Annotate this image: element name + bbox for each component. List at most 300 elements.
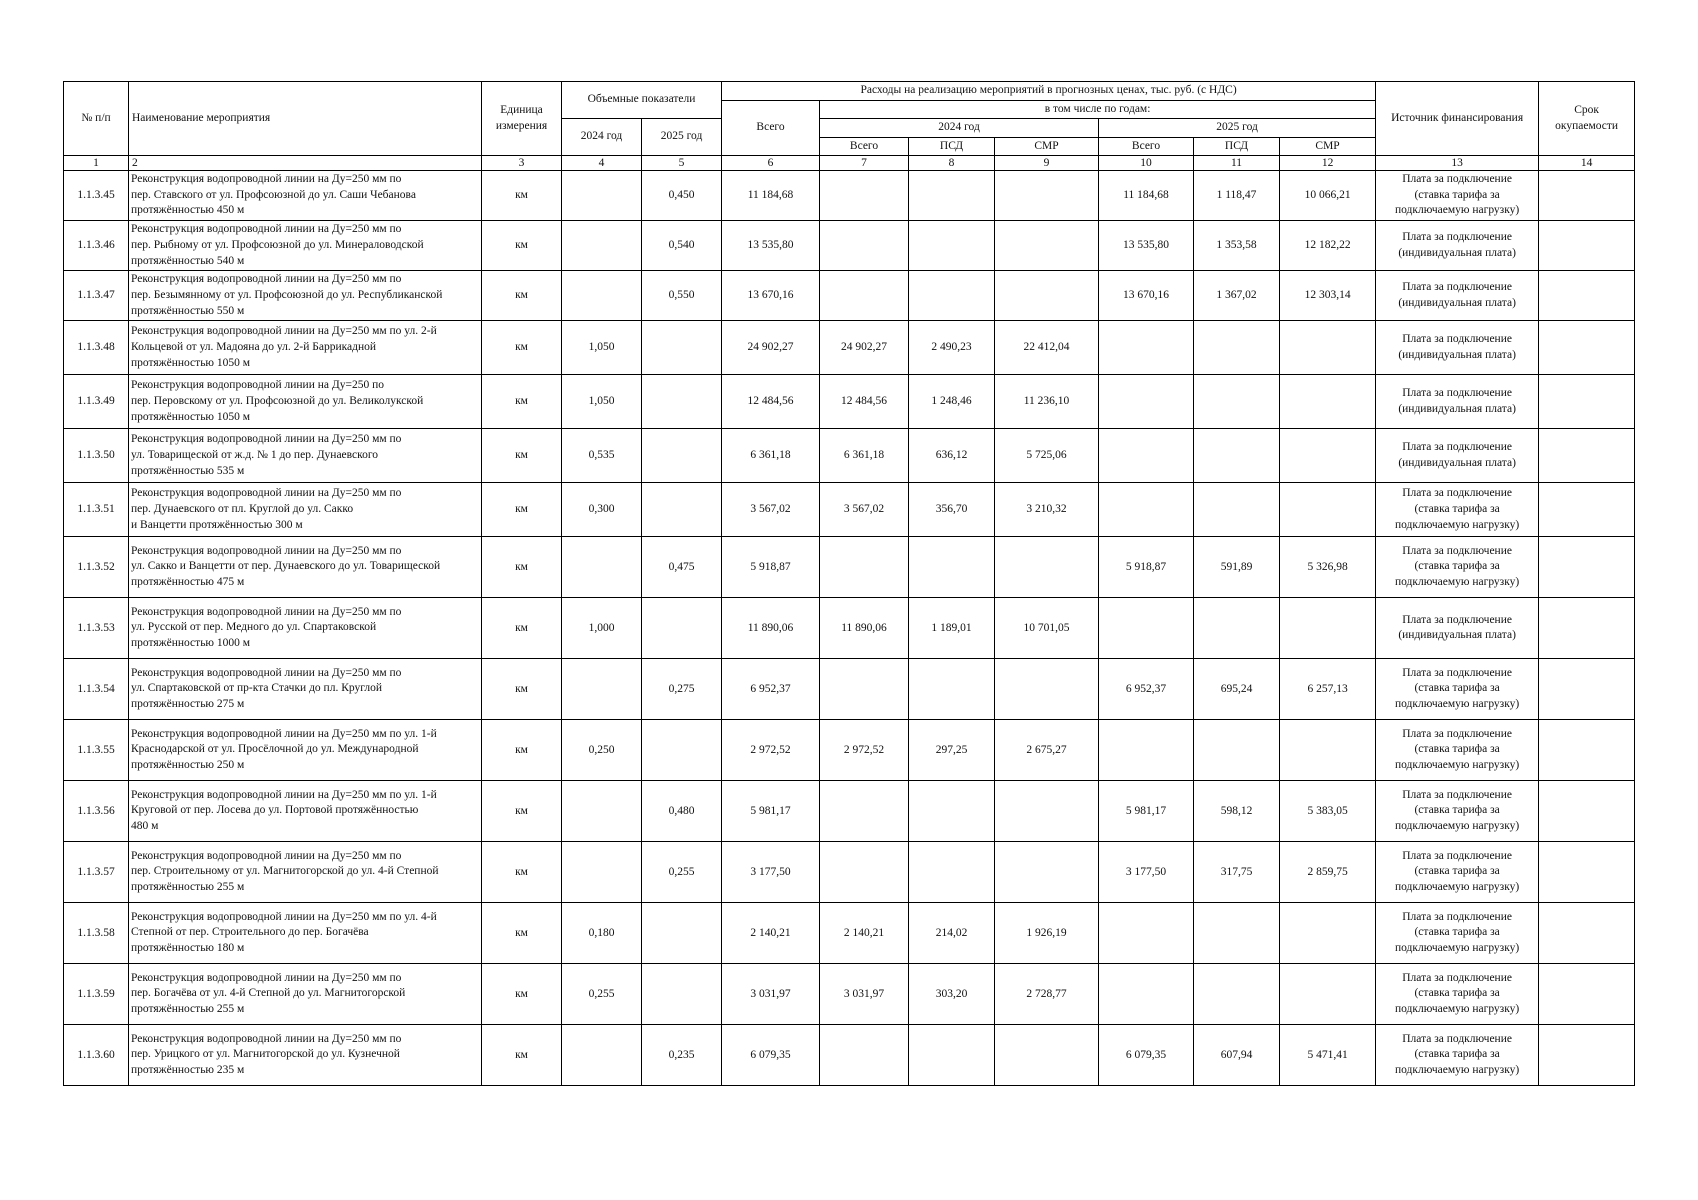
funding-source-cell <box>1376 321 1539 375</box>
measure-name-cell <box>129 321 482 375</box>
cost-2025-psd-cell <box>1194 903 1280 964</box>
table-row <box>64 271 1635 321</box>
funding-source-line: подключаемую нагрузку) <box>1394 204 1520 217</box>
unit-cell: км <box>482 429 562 483</box>
cost-2024-smr-cell: 10 701,05 <box>995 598 1099 659</box>
total-cost-cell: 11 890,06 <box>722 598 820 659</box>
measure-name-line: протяжённостью 255 м <box>131 881 245 894</box>
measure-name-line: Реконструкция водопроводной линии на Ду=250 по <box>131 379 384 392</box>
cost-2025-psd-cell: 607,94 <box>1194 1025 1280 1086</box>
table-row <box>64 598 1635 659</box>
table-row <box>64 720 1635 781</box>
total-cost-cell: 2 972,52 <box>722 720 820 781</box>
header-2024-smr: СМР <box>995 137 1099 156</box>
unit-cell: км <box>482 221 562 271</box>
payback-cell <box>1539 429 1635 483</box>
cost-2024-smr-cell <box>995 171 1099 221</box>
cost-2025-smr-cell: 5 471,41 <box>1280 1025 1376 1086</box>
cost-2025-psd-cell <box>1194 321 1280 375</box>
volume-2025-cell <box>642 321 722 375</box>
funding-source-line: Плата за подключение <box>1402 666 1512 679</box>
header-2025-psd: ПСД <box>1194 137 1280 156</box>
funding-source-line: подключаемую нагрузку) <box>1394 518 1520 531</box>
cost-2025-psd-cell: 1 353,58 <box>1194 221 1280 271</box>
row-number-cell: 1.1.3.52 <box>64 537 129 598</box>
measure-name-line: протяжённостью 1050 м <box>131 410 251 423</box>
cost-2024-total-cell: 3 567,02 <box>820 483 909 537</box>
volume-2025-cell <box>642 375 722 429</box>
funding-source-cell <box>1376 1025 1539 1086</box>
payback-cell <box>1539 537 1635 598</box>
header-source: Источник финансирования <box>1376 82 1539 156</box>
cost-2025-smr-cell <box>1280 483 1376 537</box>
table-row <box>64 659 1635 720</box>
measure-name-line: Реконструкция водопроводной линии на Ду=250 мм по <box>131 487 402 500</box>
cost-2024-smr-cell: 3 210,32 <box>995 483 1099 537</box>
total-cost-cell: 3 177,50 <box>722 842 820 903</box>
payback-cell <box>1539 842 1635 903</box>
unit-cell: км <box>482 903 562 964</box>
cost-2024-psd-cell <box>909 537 995 598</box>
cost-2025-total-cell <box>1099 321 1194 375</box>
measure-name-line: пер. Дунаевского от пл. Круглой до ул. Сакко <box>131 502 354 515</box>
measure-name-line: пер. Ставского от ул. Профсоюзной до ул. Саши Чебанова <box>131 188 416 201</box>
funding-source-line: (индивидуальная плата) <box>1398 246 1516 259</box>
cost-2024-psd-cell <box>909 271 995 321</box>
cost-2025-smr-cell: 12 303,14 <box>1280 271 1376 321</box>
payback-cell <box>1539 171 1635 221</box>
volume-2024-cell <box>562 659 642 720</box>
row-number-cell: 1.1.3.54 <box>64 659 129 720</box>
measure-name-cell <box>129 537 482 598</box>
measure-name-line: протяжённостью 1050 м <box>131 356 251 369</box>
funding-source-line: подключаемую нагрузку) <box>1394 698 1520 711</box>
funding-source-line: (индивидуальная плата) <box>1398 629 1516 642</box>
volume-2024-cell: 0,535 <box>562 429 642 483</box>
cost-2024-smr-cell: 2 728,77 <box>995 964 1099 1025</box>
table-row <box>64 483 1635 537</box>
cost-2024-total-cell <box>820 271 909 321</box>
measure-name-line: Реконструкция водопроводной линии на Ду=250 мм по <box>131 433 402 446</box>
funding-source-line: подключаемую нагрузку) <box>1394 1064 1520 1077</box>
row-number-cell: 1.1.3.45 <box>64 171 129 221</box>
unit-cell: км <box>482 842 562 903</box>
funding-source-line: Плата за подключение <box>1402 1032 1512 1045</box>
header-name: Наименование мероприятия <box>129 82 482 156</box>
cost-2024-total-cell <box>820 221 909 271</box>
table-row <box>64 537 1635 598</box>
payback-cell <box>1539 1025 1635 1086</box>
funding-source-line: (ставка тарифа за <box>1414 804 1500 817</box>
total-cost-cell: 3 567,02 <box>722 483 820 537</box>
cost-2025-smr-cell: 5 383,05 <box>1280 781 1376 842</box>
cost-2024-total-cell <box>820 537 909 598</box>
header-expenses: Расходы на реализацию мероприятий в прогнозных ценах, тыс. руб. (с НДС) <box>722 82 1376 101</box>
total-cost-cell: 2 140,21 <box>722 903 820 964</box>
volume-2024-cell <box>562 221 642 271</box>
investment-program-table <box>63 81 1635 1086</box>
total-cost-cell: 3 031,97 <box>722 964 820 1025</box>
measure-name-line: Реконструкция водопроводной линии на Ду=250 мм по <box>131 605 402 618</box>
header-volume-2024: 2024 год <box>562 119 642 156</box>
cost-2024-psd-cell <box>909 781 995 842</box>
unit-cell: км <box>482 483 562 537</box>
column-number: 3 <box>482 156 562 171</box>
funding-source-line: (ставка тарифа за <box>1414 1048 1500 1061</box>
volume-2025-cell: 0,275 <box>642 659 722 720</box>
funding-source-cell <box>1376 171 1539 221</box>
column-number: 13 <box>1376 156 1539 171</box>
unit-cell: км <box>482 781 562 842</box>
total-cost-cell: 13 535,80 <box>722 221 820 271</box>
measure-name-line: Реконструкция водопроводной линии на Ду=250 мм по <box>131 223 402 236</box>
measure-name-line: Реконструкция водопроводной линии на Ду=250 мм по <box>131 666 402 679</box>
payback-cell <box>1539 964 1635 1025</box>
unit-cell: км <box>482 171 562 221</box>
measure-name-line: Реконструкция водопроводной линии на Ду=250 мм по ул. 4-й <box>131 910 437 923</box>
table-row <box>64 903 1635 964</box>
volume-2025-cell <box>642 720 722 781</box>
cost-2024-total-cell: 3 031,97 <box>820 964 909 1025</box>
row-number-cell: 1.1.3.56 <box>64 781 129 842</box>
funding-source-cell <box>1376 720 1539 781</box>
cost-2024-smr-cell <box>995 1025 1099 1086</box>
measure-name-cell <box>129 842 482 903</box>
row-number-cell: 1.1.3.48 <box>64 321 129 375</box>
measure-name-cell <box>129 375 482 429</box>
cost-2024-total-cell: 24 902,27 <box>820 321 909 375</box>
payback-cell <box>1539 321 1635 375</box>
funding-source-line: (ставка тарифа за <box>1414 743 1500 756</box>
cost-2024-total-cell: 2 972,52 <box>820 720 909 781</box>
cost-2024-psd-cell: 303,20 <box>909 964 995 1025</box>
funding-source-line: (ставка тарифа за <box>1414 560 1500 573</box>
measure-name-cell <box>129 598 482 659</box>
funding-source-cell <box>1376 537 1539 598</box>
volume-2025-cell: 0,540 <box>642 221 722 271</box>
unit-cell: км <box>482 375 562 429</box>
cost-2025-smr-cell: 12 182,22 <box>1280 221 1376 271</box>
table-row <box>64 321 1635 375</box>
table-row <box>64 842 1635 903</box>
funding-source-line: (ставка тарифа за <box>1414 865 1500 878</box>
cost-2025-total-cell <box>1099 598 1194 659</box>
cost-2025-total-cell <box>1099 720 1194 781</box>
payback-cell <box>1539 903 1635 964</box>
funding-source-line: Плата за подключение <box>1402 971 1512 984</box>
row-number-cell: 1.1.3.51 <box>64 483 129 537</box>
payback-cell <box>1539 221 1635 271</box>
measure-name-cell <box>129 483 482 537</box>
volume-2025-cell: 0,235 <box>642 1025 722 1086</box>
cost-2024-psd-cell: 2 490,23 <box>909 321 995 375</box>
measure-name-cell <box>129 1025 482 1086</box>
funding-source-line: подключаемую нагрузку) <box>1394 881 1520 894</box>
funding-source-line: подключаемую нагрузку) <box>1394 759 1520 772</box>
measure-name-line: и Ванцетти протяжённостью 300 м <box>131 518 303 531</box>
volume-2025-cell <box>642 964 722 1025</box>
cost-2025-smr-cell <box>1280 903 1376 964</box>
funding-source-cell <box>1376 903 1539 964</box>
cost-2025-total-cell: 13 535,80 <box>1099 221 1194 271</box>
cost-2024-total-cell <box>820 781 909 842</box>
unit-cell: км <box>482 1025 562 1086</box>
measure-name-line: протяжённостью 255 м <box>131 1003 245 1016</box>
measure-name-line: Реконструкция водопроводной линии на Ду=250 мм по <box>131 273 402 286</box>
cost-2025-total-cell: 6 952,37 <box>1099 659 1194 720</box>
header-2025-smr: СМР <box>1280 137 1376 156</box>
measure-name-line: протяжённостью 250 м <box>131 759 245 772</box>
cost-2024-total-cell: 11 890,06 <box>820 598 909 659</box>
volume-2025-cell <box>642 903 722 964</box>
funding-source-line: подключаемую нагрузку) <box>1394 576 1520 589</box>
measure-name-line: Реконструкция водопроводной линии на Ду=250 мм по <box>131 971 402 984</box>
cost-2025-total-cell: 6 079,35 <box>1099 1025 1194 1086</box>
measure-name-line: Реконструкция водопроводной линии на Ду=250 мм по ул. 2-й <box>131 325 437 338</box>
column-number: 7 <box>820 156 909 171</box>
volume-2025-cell <box>642 598 722 659</box>
funding-source-line: Плата за подключение <box>1402 788 1512 801</box>
measure-name-cell <box>129 903 482 964</box>
cost-2025-total-cell: 13 670,16 <box>1099 271 1194 321</box>
cost-2025-psd-cell: 695,24 <box>1194 659 1280 720</box>
cost-2025-psd-cell <box>1194 429 1280 483</box>
volume-2025-cell: 0,480 <box>642 781 722 842</box>
measure-name-line: протяжённостью 550 м <box>131 304 245 317</box>
cost-2025-psd-cell <box>1194 964 1280 1025</box>
measure-name-line: пер. Рыбному от ул. Профсоюзной до ул. Минераловодской <box>131 238 424 251</box>
measure-name-line: протяжённостью 540 м <box>131 254 245 267</box>
payback-cell <box>1539 375 1635 429</box>
funding-source-line: (индивидуальная плата) <box>1398 296 1516 309</box>
measure-name-line: ул. Товарищеской от ж.д. № 1 до пер. Дунаевского <box>131 448 379 461</box>
unit-cell: км <box>482 321 562 375</box>
volume-2025-cell: 0,255 <box>642 842 722 903</box>
row-number-cell: 1.1.3.57 <box>64 842 129 903</box>
measure-name-line: 480 м <box>131 820 159 833</box>
row-number-cell: 1.1.3.50 <box>64 429 129 483</box>
measure-name-cell <box>129 171 482 221</box>
cost-2025-total-cell <box>1099 483 1194 537</box>
measure-name-line: протяжённостью 475 м <box>131 576 245 589</box>
volume-2024-cell: 0,250 <box>562 720 642 781</box>
measure-name-cell <box>129 221 482 271</box>
header-year-2025: 2025 год <box>1099 119 1376 138</box>
cost-2025-smr-cell: 6 257,13 <box>1280 659 1376 720</box>
cost-2024-smr-cell: 11 236,10 <box>995 375 1099 429</box>
funding-source-cell <box>1376 964 1539 1025</box>
column-number: 6 <box>722 156 820 171</box>
table-row <box>64 964 1635 1025</box>
volume-2024-cell <box>562 781 642 842</box>
cost-2024-total-cell <box>820 171 909 221</box>
funding-source-line: Плата за подключение <box>1402 173 1512 185</box>
cost-2025-total-cell <box>1099 903 1194 964</box>
cost-2025-smr-cell: 10 066,21 <box>1280 171 1376 221</box>
measure-name-line: Круговой от пер. Лосева до ул. Портовой протяжённостью <box>131 804 419 817</box>
cost-2024-total-cell <box>820 659 909 720</box>
cost-2025-total-cell: 5 918,87 <box>1099 537 1194 598</box>
cost-2025-psd-cell <box>1194 375 1280 429</box>
funding-source-line: (ставка тарифа за <box>1414 987 1500 1000</box>
volume-2025-cell <box>642 429 722 483</box>
measure-name-line: ул. Русской от пер. Медного до ул. Спартаковской <box>131 621 377 634</box>
measure-name-line: Реконструкция водопроводной линии на Ду=250 мм по <box>131 544 402 557</box>
cost-2025-total-cell <box>1099 964 1194 1025</box>
measure-name-line: Краснодарской от ул. Просёлочной до ул. Международной <box>131 743 419 756</box>
measure-name-line: Реконструкция водопроводной линии на Ду=250 мм по <box>131 173 402 185</box>
row-number-cell: 1.1.3.53 <box>64 598 129 659</box>
cost-2024-psd-cell <box>909 659 995 720</box>
funding-source-cell <box>1376 429 1539 483</box>
total-cost-cell: 24 902,27 <box>722 321 820 375</box>
header-unit: Единица измерения <box>482 82 562 156</box>
cost-2025-smr-cell: 5 326,98 <box>1280 537 1376 598</box>
header-volume-2025: 2025 год <box>642 119 722 156</box>
volume-2024-cell <box>562 537 642 598</box>
unit-cell: км <box>482 964 562 1025</box>
cost-2025-total-cell: 5 981,17 <box>1099 781 1194 842</box>
measure-name-line: пер. Перовскому от ул. Профсоюзной до ул. Великолукской <box>131 394 424 407</box>
funding-source-line: Плата за подключение <box>1402 387 1512 400</box>
cost-2024-smr-cell: 1 926,19 <box>995 903 1099 964</box>
measure-name-line: протяжённостью 535 м <box>131 464 245 477</box>
cost-2024-total-cell <box>820 842 909 903</box>
funding-source-line: Плата за подключение <box>1402 544 1512 557</box>
volume-2025-cell <box>642 483 722 537</box>
measure-name-cell <box>129 659 482 720</box>
header-by-years: в том числе по годам: <box>820 100 1376 119</box>
cost-2024-smr-cell <box>995 537 1099 598</box>
funding-source-line: подключаемую нагрузку) <box>1394 942 1520 955</box>
funding-source-line: подключаемую нагрузку) <box>1394 1003 1520 1016</box>
volume-2025-cell: 0,475 <box>642 537 722 598</box>
table-body <box>64 156 1635 1086</box>
document-page <box>63 81 1635 1086</box>
funding-source-cell <box>1376 598 1539 659</box>
unit-cell: км <box>482 659 562 720</box>
cost-2025-smr-cell <box>1280 429 1376 483</box>
cost-2025-smr-cell <box>1280 375 1376 429</box>
cost-2024-total-cell: 12 484,56 <box>820 375 909 429</box>
row-number-cell: 1.1.3.60 <box>64 1025 129 1086</box>
cost-2025-total-cell <box>1099 375 1194 429</box>
measure-name-line: Реконструкция водопроводной линии на Ду=250 мм по ул. 1-й <box>131 727 437 740</box>
row-number-cell: 1.1.3.49 <box>64 375 129 429</box>
measure-name-cell <box>129 720 482 781</box>
column-number: 12 <box>1280 156 1376 171</box>
cost-2025-psd-cell: 1 367,02 <box>1194 271 1280 321</box>
row-number-cell: 1.1.3.46 <box>64 221 129 271</box>
measure-name-cell <box>129 964 482 1025</box>
column-number: 10 <box>1099 156 1194 171</box>
funding-source-line: Плата за подключение <box>1402 441 1512 454</box>
cost-2025-psd-cell <box>1194 720 1280 781</box>
funding-source-line: (ставка тарифа за <box>1414 188 1500 201</box>
total-cost-cell: 12 484,56 <box>722 375 820 429</box>
table-row <box>64 781 1635 842</box>
header-2024-total: Всего <box>820 137 909 156</box>
total-cost-cell: 6 361,18 <box>722 429 820 483</box>
funding-source-line: Плата за подключение <box>1402 613 1512 626</box>
volume-2024-cell: 1,000 <box>562 598 642 659</box>
funding-source-cell <box>1376 781 1539 842</box>
cost-2025-smr-cell <box>1280 321 1376 375</box>
cost-2024-psd-cell <box>909 842 995 903</box>
total-cost-cell: 6 079,35 <box>722 1025 820 1086</box>
volume-2024-cell <box>562 1025 642 1086</box>
cost-2025-total-cell <box>1099 429 1194 483</box>
total-cost-cell: 11 184,68 <box>722 171 820 221</box>
cost-2024-psd-cell: 1 248,46 <box>909 375 995 429</box>
header-payback: Срок окупаемости <box>1539 82 1635 156</box>
measure-name-line: пер. Урицкого от ул. Магнитогорской до ул. Кузнечной <box>131 1048 400 1061</box>
column-number: 14 <box>1539 156 1635 171</box>
funding-source-line: (ставка тарифа за <box>1414 926 1500 939</box>
funding-source-line: подключаемую нагрузку) <box>1394 820 1520 833</box>
volume-2024-cell: 1,050 <box>562 321 642 375</box>
volume-2025-cell: 0,550 <box>642 271 722 321</box>
measure-name-line: протяжённостью 235 м <box>131 1064 245 1077</box>
total-cost-cell: 6 952,37 <box>722 659 820 720</box>
measure-name-line: пер. Строительному от ул. Магнитогорской до ул. 4-й Степной <box>131 865 439 878</box>
measure-name-line: протяжённостью 1000 м <box>131 637 251 650</box>
column-number: 2 <box>129 156 482 171</box>
cost-2024-smr-cell: 2 675,27 <box>995 720 1099 781</box>
measure-name-line: пер. Безымянному от ул. Профсоюзной до ул. Республиканской <box>131 288 443 301</box>
measure-name-line: протяжённостью 180 м <box>131 942 245 955</box>
funding-source-line: Плата за подключение <box>1402 230 1512 243</box>
table-row <box>64 429 1635 483</box>
measure-name-line: протяжённостью 275 м <box>131 698 245 711</box>
volume-2024-cell: 1,050 <box>562 375 642 429</box>
measure-name-line: ул. Спартаковской от пр-кта Стачки до пл. Круглой <box>131 682 382 695</box>
unit-cell: км <box>482 720 562 781</box>
volume-2024-cell: 0,255 <box>562 964 642 1025</box>
funding-source-line: Плата за подключение <box>1402 281 1512 294</box>
total-cost-cell: 5 918,87 <box>722 537 820 598</box>
volume-2025-cell: 0,450 <box>642 171 722 221</box>
cost-2024-psd-cell: 297,25 <box>909 720 995 781</box>
funding-source-line: (индивидуальная плата) <box>1398 348 1516 361</box>
funding-source-line: (индивидуальная плата) <box>1398 402 1516 415</box>
cost-2025-smr-cell <box>1280 598 1376 659</box>
cost-2024-smr-cell <box>995 221 1099 271</box>
header-2025-total: Всего <box>1099 137 1194 156</box>
measure-name-cell <box>129 781 482 842</box>
table-row <box>64 1025 1635 1086</box>
funding-source-cell <box>1376 483 1539 537</box>
funding-source-line: Плата за подключение <box>1402 910 1512 923</box>
unit-cell: км <box>482 598 562 659</box>
measure-name-line: протяжённостью 450 м <box>131 204 245 217</box>
funding-source-line: Плата за подключение <box>1402 727 1512 740</box>
row-number-cell: 1.1.3.47 <box>64 271 129 321</box>
table-header <box>64 82 1635 156</box>
cost-2024-psd-cell: 214,02 <box>909 903 995 964</box>
cost-2025-smr-cell: 2 859,75 <box>1280 842 1376 903</box>
row-number-cell: 1.1.3.58 <box>64 903 129 964</box>
cost-2024-smr-cell: 5 725,06 <box>995 429 1099 483</box>
column-number: 4 <box>562 156 642 171</box>
column-number-row <box>64 156 1635 171</box>
payback-cell <box>1539 659 1635 720</box>
cost-2025-psd-cell: 317,75 <box>1194 842 1280 903</box>
cost-2025-total-cell: 3 177,50 <box>1099 842 1194 903</box>
column-number: 1 <box>64 156 129 171</box>
cost-2025-total-cell: 11 184,68 <box>1099 171 1194 221</box>
funding-source-line: (ставка тарифа за <box>1414 502 1500 515</box>
